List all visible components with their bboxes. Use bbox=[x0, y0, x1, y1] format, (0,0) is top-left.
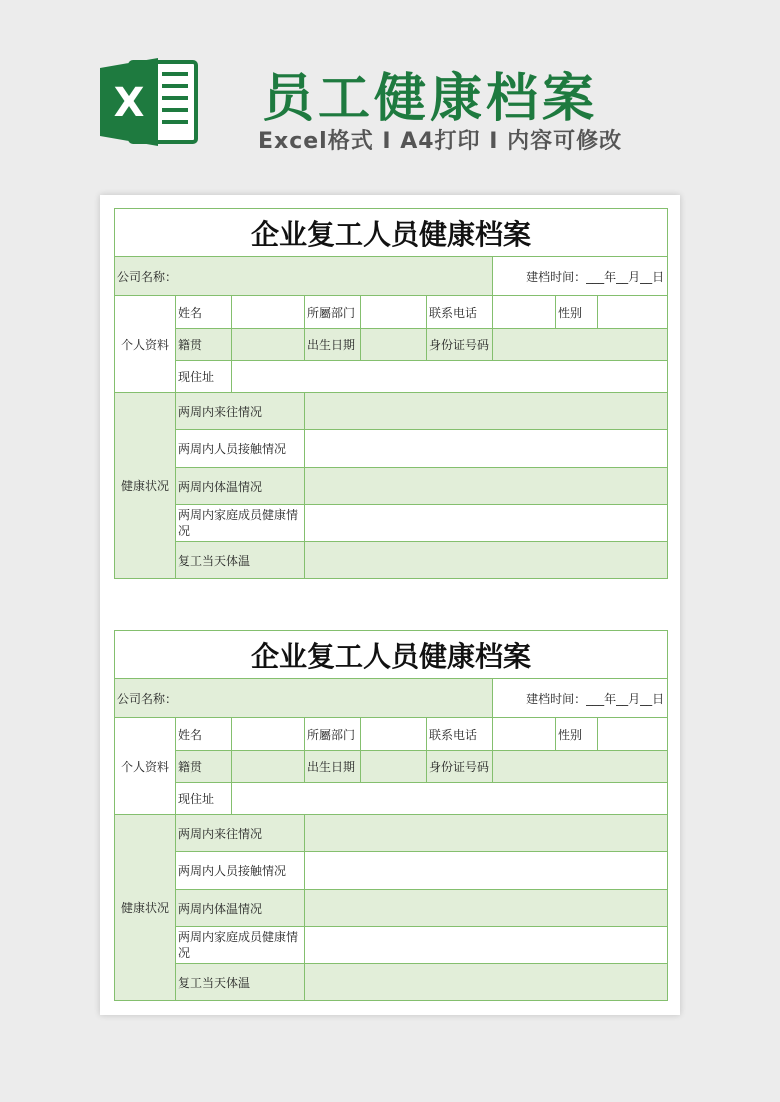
address-label: 现住址 bbox=[176, 361, 232, 393]
name-label: 姓名 bbox=[176, 296, 232, 329]
contact-field[interactable] bbox=[305, 430, 668, 468]
family-health-label: 两周内家庭成员健康情况 bbox=[176, 927, 305, 964]
temperature-field[interactable] bbox=[305, 468, 668, 505]
department-field[interactable] bbox=[361, 718, 427, 751]
birth-date-field[interactable] bbox=[361, 329, 427, 361]
department-field[interactable] bbox=[361, 296, 427, 329]
phone-field[interactable] bbox=[493, 718, 556, 751]
company-name-label[interactable]: 公司名称： bbox=[115, 257, 493, 296]
gender-label: 性别 bbox=[556, 718, 598, 751]
temperature-label: 两周内体温情况 bbox=[176, 468, 305, 505]
origin-field[interactable] bbox=[232, 751, 305, 783]
company-name-label[interactable]: 公司名称： bbox=[115, 679, 493, 718]
temperature-field[interactable] bbox=[305, 890, 668, 927]
return-temperature-field[interactable] bbox=[305, 964, 668, 1001]
phone-label: 联系电话 bbox=[427, 296, 493, 329]
id-number-field[interactable] bbox=[493, 329, 668, 361]
family-health-field[interactable] bbox=[305, 505, 668, 542]
family-health-field[interactable] bbox=[305, 927, 668, 964]
return-temperature-field[interactable] bbox=[305, 542, 668, 579]
return-temperature-label: 复工当天体温 bbox=[176, 964, 305, 1001]
name-field[interactable] bbox=[232, 296, 305, 329]
health-status-section: 健康状况 bbox=[115, 815, 176, 1001]
contact-label: 两周内人员接触情况 bbox=[176, 852, 305, 890]
origin-label: 籍贯 bbox=[176, 751, 232, 783]
form-title: 企业复工人员健康档案 bbox=[115, 631, 668, 679]
return-temperature-label: 复工当天体温 bbox=[176, 542, 305, 579]
contact-label: 两周内人员接触情况 bbox=[176, 430, 305, 468]
form-title: 企业复工人员健康档案 bbox=[115, 209, 668, 257]
department-label: 所屬部门 bbox=[305, 296, 361, 329]
department-label: 所屬部门 bbox=[305, 718, 361, 751]
address-field[interactable] bbox=[232, 783, 668, 815]
contact-field[interactable] bbox=[305, 852, 668, 890]
phone-label: 联系电话 bbox=[427, 718, 493, 751]
birth-date-field[interactable] bbox=[361, 751, 427, 783]
excel-logo-icon bbox=[100, 56, 200, 148]
gender-field[interactable] bbox=[598, 296, 668, 329]
id-number-label: 身份证号码 bbox=[427, 751, 493, 783]
travel-field[interactable] bbox=[305, 393, 668, 430]
birth-date-label: 出生日期 bbox=[305, 329, 361, 361]
origin-label: 籍贯 bbox=[176, 329, 232, 361]
phone-field[interactable] bbox=[493, 296, 556, 329]
personal-info-section: 个人资料 bbox=[115, 296, 176, 393]
origin-field[interactable] bbox=[232, 329, 305, 361]
record-date-label[interactable]: 建档时间：___年__月__日 bbox=[493, 257, 668, 296]
travel-label: 两周内来往情况 bbox=[176, 393, 305, 430]
travel-label: 两周内来往情况 bbox=[176, 815, 305, 852]
gender-field[interactable] bbox=[598, 718, 668, 751]
health-status-section: 健康状况 bbox=[115, 393, 176, 579]
name-label: 姓名 bbox=[176, 718, 232, 751]
document-paper bbox=[100, 195, 680, 1015]
address-label: 现住址 bbox=[176, 783, 232, 815]
family-health-label: 两周内家庭成员健康情况 bbox=[176, 505, 305, 542]
travel-field[interactable] bbox=[305, 815, 668, 852]
page-title: 员工健康档案 bbox=[262, 69, 599, 129]
birth-date-label: 出生日期 bbox=[305, 751, 361, 783]
health-record-form-1 bbox=[114, 208, 668, 579]
id-number-field[interactable] bbox=[493, 751, 668, 783]
temperature-label: 两周内体温情况 bbox=[176, 890, 305, 927]
health-record-form-2 bbox=[114, 630, 668, 1001]
name-field[interactable] bbox=[232, 718, 305, 751]
page-header bbox=[0, 0, 780, 190]
personal-info-section: 个人资料 bbox=[115, 718, 176, 815]
gender-label: 性别 bbox=[556, 296, 598, 329]
id-number-label: 身份证号码 bbox=[427, 329, 493, 361]
address-field[interactable] bbox=[232, 361, 668, 393]
logo-letter: X bbox=[113, 80, 145, 126]
record-date-label[interactable]: 建档时间：___年__月__日 bbox=[493, 679, 668, 718]
page-subtitle: Excel格式 I A4打印 I 内容可修改 bbox=[258, 129, 623, 154]
